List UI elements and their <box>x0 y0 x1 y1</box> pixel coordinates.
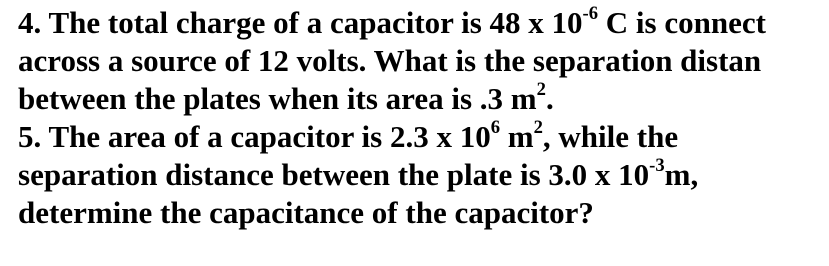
q5-text-3: determine the capacitance of the capacitor? <box>18 195 594 230</box>
q5-exponent-distance: -3 <box>649 154 665 176</box>
q5-exponent-area-value: 6 <box>490 116 501 138</box>
q4-text-1b: C is connect <box>598 5 766 40</box>
q4-exponent-area: 2 <box>536 78 546 100</box>
q5-text-1a: 5. The area of a capacitor is 2.3 x 10 <box>18 119 491 154</box>
q4-text-3a: between the plates when its area is .3 m <box>18 81 537 116</box>
q4-text-2: across a source of 12 volts. What is the separation distan <box>18 43 762 78</box>
question-4-line-1 <box>18 4 829 42</box>
question-5-line-3 <box>18 194 829 232</box>
question-4-line-3 <box>18 80 829 118</box>
question-5-line-1 <box>18 118 829 156</box>
q5-exponent-area-unit: 2 <box>533 116 543 138</box>
question-document <box>18 4 829 232</box>
q4-text-1a: 4. The total charge of a capacitor is 48 x 10 <box>18 5 583 40</box>
question-4-line-2 <box>18 42 829 80</box>
q5-text-2a: separation distance between the plate is 3.0 x 10 <box>18 157 650 192</box>
q4-exponent-charge: -6 <box>582 2 599 24</box>
q5-text-1c: , while the <box>542 119 679 154</box>
q4-text-3b: . <box>545 81 554 116</box>
q5-text-2b: m, <box>664 157 699 192</box>
q5-text-1b: m <box>500 119 534 154</box>
question-5-line-2 <box>18 156 829 194</box>
